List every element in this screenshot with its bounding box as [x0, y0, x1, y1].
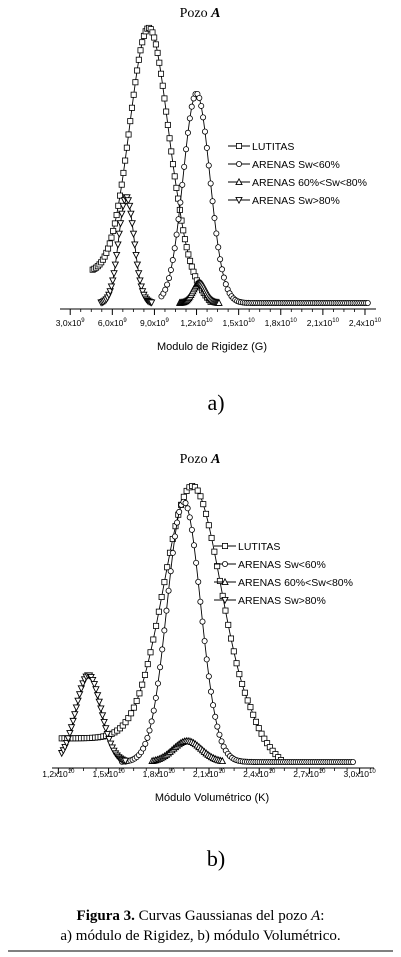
data-point [237, 672, 242, 677]
data-point [119, 211, 125, 217]
data-point [228, 636, 233, 641]
data-point [212, 549, 217, 554]
data-point [256, 726, 261, 731]
data-point [187, 258, 192, 263]
legend-marker [222, 561, 227, 566]
data-point [191, 543, 196, 548]
legend-marker [236, 143, 241, 148]
chart-b [42, 452, 376, 871]
data-point [69, 725, 75, 731]
data-point [72, 712, 78, 718]
data-point [189, 527, 194, 532]
data-point [75, 698, 81, 704]
data-point [181, 228, 186, 233]
data-point [153, 695, 158, 700]
data-point [145, 662, 150, 667]
data-point [126, 716, 131, 721]
data-point [155, 50, 160, 55]
data-point [99, 713, 105, 719]
data-point [208, 181, 213, 186]
data-point [248, 705, 253, 710]
data-point [217, 732, 222, 737]
data-point [159, 594, 164, 599]
series-square [90, 25, 213, 304]
data-point [182, 164, 187, 169]
data-point [223, 608, 228, 613]
data-point [111, 271, 117, 277]
data-point [114, 252, 120, 258]
data-point [133, 80, 138, 85]
x-tick-label: $1,8x10^{10}$ [264, 318, 297, 328]
caption-text: Curvas Gaussianas del pozo [134, 908, 312, 924]
data-point [128, 119, 133, 124]
data-point [167, 136, 172, 141]
data-point [147, 728, 152, 733]
x-tick-label: $2,1x10^{10}$ [192, 769, 226, 779]
data-point [170, 162, 175, 167]
data-point [172, 246, 177, 251]
series-triangle-down [59, 673, 129, 764]
data-point [115, 242, 121, 248]
data-point [174, 232, 179, 237]
data-point [206, 163, 211, 168]
data-point [240, 681, 245, 686]
x-tick-label: $1,5x10^{10}$ [92, 769, 125, 779]
data-point [110, 278, 116, 284]
data-point [160, 647, 165, 652]
series-square [59, 483, 283, 762]
caption-colon: : [320, 908, 325, 924]
data-point [101, 719, 107, 725]
data-point [251, 712, 256, 717]
data-point [160, 83, 165, 88]
data-point [157, 60, 162, 65]
data-point [134, 68, 139, 73]
data-point [164, 109, 169, 114]
x-tick-label: $1,2x10^{10}$ [180, 318, 213, 328]
data-point [194, 560, 199, 565]
data-point [176, 217, 181, 222]
data-point [158, 71, 163, 76]
data-point [184, 245, 189, 250]
data-point [111, 228, 116, 233]
data-point [170, 257, 175, 262]
data-point [206, 674, 211, 679]
x-axis-label: Modulo de Rigidez (G) [156, 341, 268, 353]
caption-well: A [311, 908, 321, 924]
caption-line2: a) módulo de Rigidez, b) módulo Volumétrico. [60, 928, 341, 944]
data-point [170, 550, 175, 555]
data-point [73, 705, 79, 711]
legend-label: LUTITAS [252, 141, 295, 153]
data-point [189, 264, 194, 269]
x-tick-label: $2,1x10^{10}$ [306, 318, 339, 328]
data-point [181, 494, 186, 499]
legend-label: ARENAS 60%<Sw<80% [252, 177, 367, 189]
data-point [195, 488, 200, 493]
x-tick-label: $3,0x10^{10}$ [343, 769, 376, 779]
data-point [152, 35, 157, 40]
data-point [77, 692, 83, 698]
data-point [213, 714, 218, 719]
x-tick-label: $2,7x10^{10}$ [293, 769, 326, 779]
data-point [185, 506, 190, 511]
data-point [223, 282, 228, 287]
x-tick-label: $6,0x10^9$ [97, 318, 127, 328]
data-point [210, 703, 215, 708]
data-point [242, 690, 247, 695]
data-point [130, 231, 136, 237]
panel-label: b) [206, 846, 226, 871]
data-point [129, 221, 135, 227]
data-point [162, 96, 167, 101]
data-point [107, 241, 112, 246]
x-tick-label: $1,2x10^{10}$ [42, 769, 75, 779]
data-point [245, 698, 250, 703]
data-point [151, 637, 156, 642]
data-point [178, 200, 183, 205]
data-point [93, 687, 99, 693]
x-tick-label: $1,8x10^{10}$ [142, 769, 175, 779]
data-point [132, 242, 138, 248]
data-point [128, 211, 134, 217]
data-point [216, 245, 221, 250]
data-point [155, 681, 160, 686]
data-point [116, 231, 122, 237]
legend-label: ARENAS Sw>80% [238, 595, 326, 607]
data-point [187, 116, 192, 121]
data-point [183, 147, 188, 152]
data-point [140, 40, 145, 45]
data-point [172, 174, 177, 179]
data-point [138, 48, 143, 53]
data-point [162, 579, 167, 584]
data-point [206, 523, 211, 528]
data-point [164, 608, 169, 613]
data-point [119, 182, 124, 187]
data-point [212, 215, 217, 220]
data-point [202, 638, 207, 643]
data-point [365, 300, 370, 305]
legend-label: LUTITAS [238, 541, 281, 553]
data-point [128, 711, 133, 716]
data-point [168, 569, 173, 574]
data-point [133, 252, 139, 258]
legend-label: ARENAS Sw<60% [252, 159, 340, 171]
data-point [156, 609, 161, 614]
data-point [231, 649, 236, 654]
x-tick-label: $9,0x10^9$ [139, 318, 169, 328]
data-point [215, 724, 220, 729]
data-point [201, 502, 206, 507]
data-point [158, 665, 163, 670]
data-point [234, 661, 239, 666]
data-point [131, 705, 136, 710]
x-tick-label: $2,4x10^{10}$ [243, 769, 276, 779]
x-axis-label: Módulo Volumétrico (K) [154, 792, 270, 804]
data-point [98, 706, 104, 712]
legend-label: ARENAS 60%<Sw<80% [238, 577, 353, 589]
data-point [149, 719, 154, 724]
data-point [131, 92, 136, 97]
data-point [129, 105, 134, 110]
data-point [214, 231, 219, 236]
data-point [123, 158, 128, 163]
chart-a [56, 6, 382, 415]
data-point [70, 718, 76, 724]
data-point [208, 689, 213, 694]
data-point [143, 741, 148, 746]
data-point [134, 262, 140, 268]
data-point [209, 535, 214, 540]
data-point [182, 237, 187, 242]
data-point [96, 699, 102, 705]
data-point [137, 691, 142, 696]
chart-title: Pozo A [179, 452, 221, 467]
data-point [204, 145, 209, 150]
data-point [198, 494, 203, 499]
data-point [219, 739, 224, 744]
data-point [259, 731, 264, 736]
data-point [200, 619, 205, 624]
data-point [145, 735, 150, 740]
data-point [112, 221, 117, 226]
data-point [350, 759, 355, 764]
legend-label: ARENAS Sw<60% [238, 559, 326, 571]
data-point [148, 650, 153, 655]
data-point [112, 262, 118, 268]
data-point [253, 719, 258, 724]
data-point [204, 657, 209, 662]
data-point [218, 257, 223, 262]
data-point [185, 130, 190, 135]
data-point [186, 252, 191, 257]
data-point [121, 170, 126, 175]
data-point [198, 599, 203, 604]
legend-marker [236, 161, 241, 166]
data-point [142, 672, 147, 677]
x-tick-label: $1,5x10^{10}$ [222, 318, 255, 328]
data-point [174, 185, 179, 190]
data-point [151, 708, 156, 713]
data-point [210, 199, 215, 204]
data-point [226, 622, 231, 627]
data-point [165, 282, 170, 287]
data-point [200, 115, 205, 120]
caption-label: Figura 3. [76, 908, 135, 924]
data-point [169, 149, 174, 154]
data-point [134, 698, 139, 703]
data-point [168, 267, 173, 272]
data-point [153, 42, 158, 47]
data-point [95, 693, 101, 699]
data-point [187, 515, 192, 520]
data-point [163, 287, 168, 292]
data-point [105, 246, 110, 251]
data-point [177, 509, 182, 514]
data-point [180, 182, 185, 187]
data-point [197, 95, 202, 100]
data-point [118, 221, 124, 227]
data-point [166, 588, 171, 593]
data-point [183, 500, 188, 505]
data-point [165, 122, 170, 127]
data-point [199, 103, 204, 108]
data-point [109, 235, 114, 240]
x-tick-label: $2,4x10^{10}$ [348, 318, 382, 328]
data-point [140, 682, 145, 687]
data-point [136, 271, 142, 277]
series-line [62, 486, 281, 760]
data-point [153, 623, 158, 628]
data-point [127, 203, 133, 209]
panel-label: a) [207, 390, 225, 415]
data-point [124, 145, 129, 150]
data-point [126, 132, 131, 137]
data-point [172, 534, 177, 539]
data-point [166, 275, 171, 280]
data-point [203, 511, 208, 516]
legend-marker [222, 543, 227, 548]
data-point [78, 686, 84, 692]
data-point [114, 212, 119, 217]
data-point [103, 726, 109, 732]
data-point [162, 628, 167, 633]
data-point [150, 30, 155, 35]
data-point [219, 267, 224, 272]
data-point [137, 278, 143, 284]
figure-caption [0, 906, 401, 946]
x-tick-label: $3,0x10^9$ [55, 318, 85, 328]
data-point [221, 275, 226, 280]
legend-label: ARENAS Sw>80% [252, 195, 340, 207]
data-point [189, 104, 194, 109]
data-point [174, 520, 179, 525]
chart-title: Pozo A [179, 6, 221, 21]
data-point [136, 57, 141, 62]
data-point [196, 579, 201, 584]
series-triangle-up [149, 738, 225, 764]
data-point [202, 129, 207, 134]
data-point [217, 578, 222, 583]
